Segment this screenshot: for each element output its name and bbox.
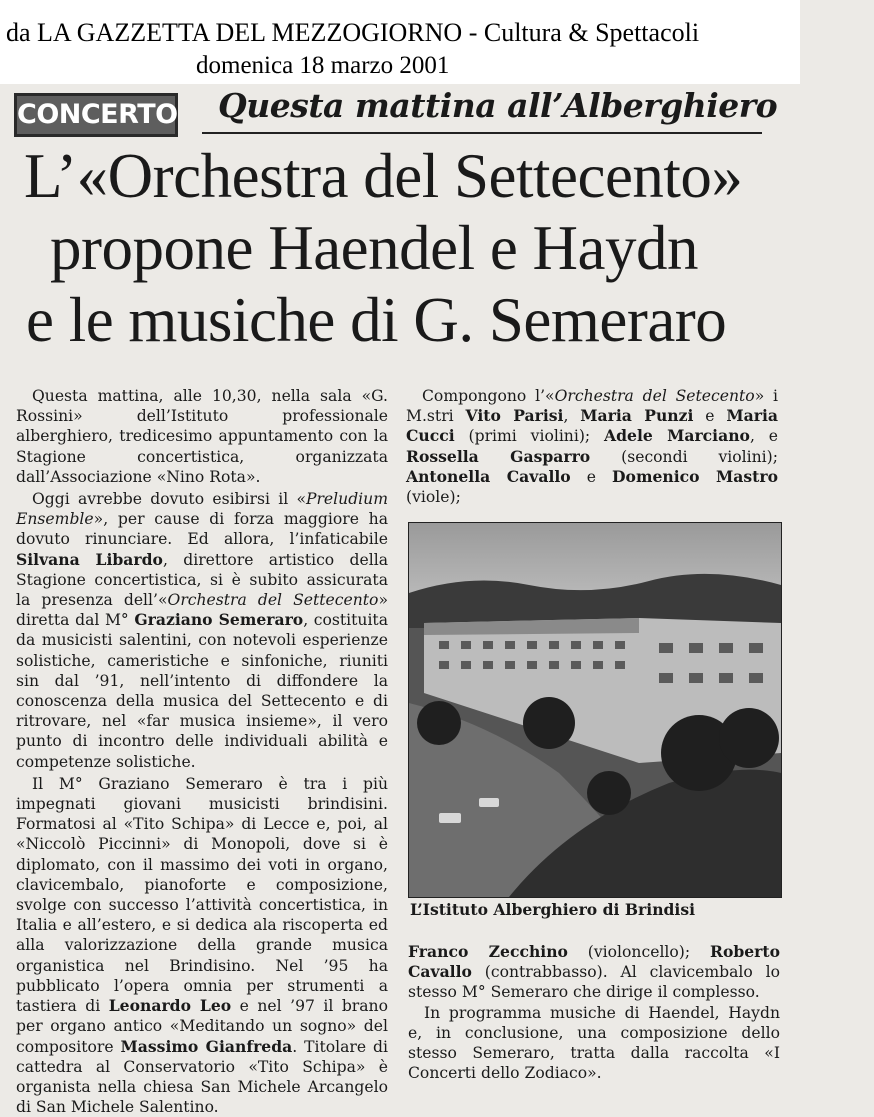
photo-caption: L’Istituto Alberghiero di Brindisi <box>410 900 696 919</box>
paragraph-members-continued: Franco Zecchino (violoncello); Roberto Cavallo (contrabbasso). Al clavicembalo lo stesso M° Semeraro che dirige il complesso. <box>408 942 780 1002</box>
building-photo <box>408 522 782 898</box>
section-badge: CONCERTO <box>14 93 178 137</box>
paragraph-members: Compongono l’«Orchestra del Setecento» i M.stri Vito Parisi, Maria Punzi e Maria Cucci (primi violini); Adele Marciano, e Rossella Gasparro (secondi violini); Antonella Cavallo e Domenico Mastro (viole); <box>406 387 779 507</box>
kicker: Questa mattina all’Alberghiero <box>218 86 778 125</box>
paragraph-conductor-bio: Il M° Graziano Semeraro è tra i più impegnati giovani musicisti brindisini. Formatosi al «Tito Schipa» di Lecce e, poi, al «Niccolò Piccinni» di Monopoli, dove si è diplomato, con il massimo dei voti in organo, clavicembalo, pianoforte e composizione, svolge con successo l’attività concertistica, in Italia e all’estero, e si dedica ala riscoperta ed alla valorizzazione della grande musica organistica nel Brindisino. Nel ’95 ha pubblicato l’opera omnia per strumenti a tastiera di Leonardo Leo e nel ’97 il brano per organo antico «Meditando un sogno» del compositore Massimo Gianfreda. Titolare di cattedra al Conservatorio «Tito Schipa» è organista nella chiesa San Michele Arcangelo di San Michele Salentino. <box>16 774 388 1117</box>
article-column-right-bottom <box>408 942 780 1083</box>
article-column-right-top <box>406 386 778 507</box>
paragraph-orchestra: Oggi avrebbe dovuto esibirsi il «Preludium Ensemble», per cause di forza maggiore ha dovuto rinunciare. Ed allora, l’infaticabile Silvana Libardo, direttore artistico della Stagione concertistica, si è subito assicurata la presenza dell’«Orchestra del Settecento» diretta dal M° Graziano Semeraro, costituita da musicisti salentini, con notevoli esperienze solistiche, cameristiche e sinfoniche, riuniti sin dal ’91, nell’intento di diffondere la conoscenza della musica del Settecento e di ritrovare, nel «far musica insieme», il vero punto di incontro delle individuali abilità e competenze solistiche. <box>16 490 388 771</box>
headline-line-3: e le musiche di G. Semeraro <box>26 285 727 355</box>
paragraph-programme: In programma musiche di Haendel, Haydn e, in conclusione, una composizione dello stesso Semeraro, tratta dalla raccolta «I Concerti dello Zodiaco». <box>408 1003 780 1083</box>
kicker-rule <box>202 132 762 134</box>
article-column-left <box>16 386 388 1117</box>
headline-line-1: L’«Orchestra del Settecento» <box>24 141 743 211</box>
source-line: da LA GAZZETTA DEL MEZZOGIORNO - Cultura & Spettacoli <box>6 18 700 47</box>
clipping-source-header <box>0 0 800 84</box>
paragraph-intro: Questa mattina, alle 10,30, nella sala «G. Rossini» dell’Istituto professionale alberghiero, tredicesimo appuntamento con la Stagione concertistica, organizzata dall’Associazione «Nino Rota». <box>16 387 388 486</box>
headline-line-2: propone Haendel e Haydn <box>50 213 699 283</box>
publication-date: domenica 18 marzo 2001 <box>196 52 450 79</box>
